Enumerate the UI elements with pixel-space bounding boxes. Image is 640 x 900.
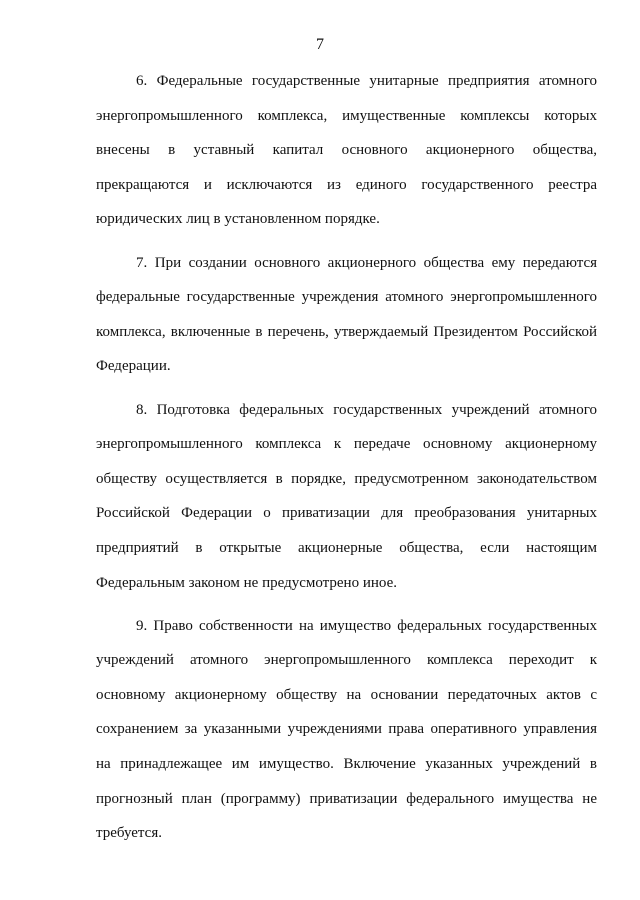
page-number: 7 <box>316 36 324 53</box>
paragraph-8: 8. Подготовка федеральных государственных учреждений атомного энергопромышленного комплекса к передаче основному акционерному обществу осуществляется в порядке, предусмотренном законодательством Российской Федерации о приватизации для преобразования унитарных предприятий в открытые акционерные общества, если настоящим Федеральным законом не предусмотрено иное. <box>96 401 597 591</box>
paragraph-9: 9. Право собственности на имущество федеральных государственных учреждений атомного энергопромышленного комплекса переходит к основному акционерному обществу на основании передаточных актов с сохранением за указанными учреждениями права оперативного управления на принадлежащее им имущество. Включение указанных учреждений в прогнозный план (программу) приватизации федерального имущества не требуется. <box>96 617 597 842</box>
document-body <box>96 64 597 859</box>
paragraph-7: 7. При создании основного акционерного общества ему передаются федеральные государственные учреждения атомного энергопромышленного комплекса, включенные в перечень, утверждаемый Президентом Российской Федерации. <box>96 254 597 375</box>
paragraph-6: 6. Федеральные государственные унитарные предприятия атомного энергопромышленного комплекса, имущественные комплексы которых внесены в уставный капитал основного акционерного общества, прекращаются и исключаются из единого государственного реестра юридических лиц в установленном порядке. <box>96 73 597 228</box>
